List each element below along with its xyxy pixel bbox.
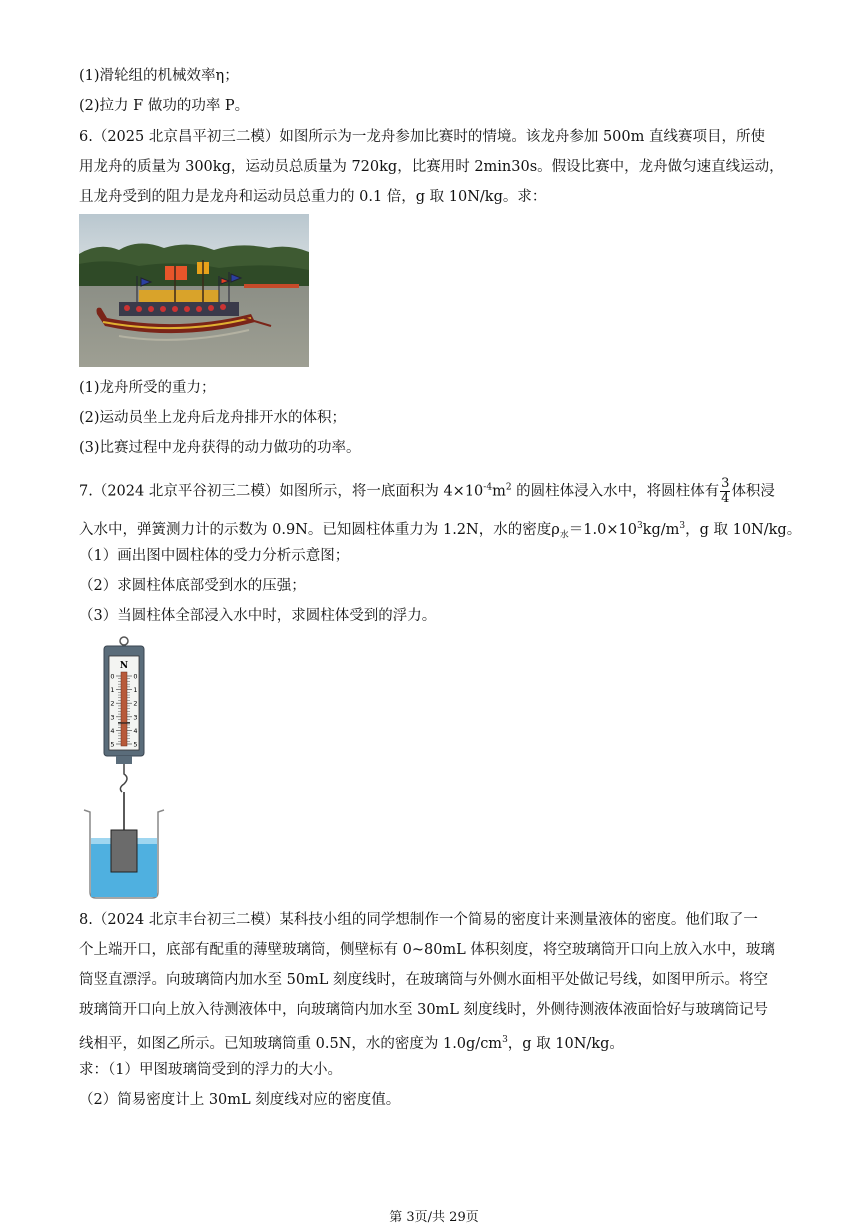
text-line: （3）当圆柱体全部浸入水中时，求圆柱体受到的浮力。: [79, 608, 437, 624]
tick-label: 4: [133, 726, 138, 735]
superscript: 3: [679, 521, 686, 531]
tick-label: 4: [110, 726, 115, 735]
tick-label: 1: [110, 686, 115, 695]
scale-bottom: [116, 756, 132, 764]
top-ring: [120, 637, 128, 645]
text-line: 个上端开口，底部有配重的薄壁玻璃筒，侧壁标有 0~80mL 体积刻度，将空玻璃筒开口向上放入水中，玻璃: [79, 942, 775, 958]
tick-label: 0: [133, 672, 138, 681]
text-span: ＝1.0×10: [568, 521, 637, 538]
tick-label: 3: [110, 713, 115, 722]
text-line: [79, 1030, 624, 1054]
text-line: 且龙舟受到的阻力是龙舟和运动员总重力的 0.1 倍，g 取 10N/kg。求：: [79, 189, 547, 205]
page-footer: 第 3页/共 29页: [389, 1210, 479, 1225]
tick-label: 3: [133, 713, 138, 722]
hook: [120, 764, 127, 792]
spring: [121, 672, 127, 746]
text-line: 玻璃筒开口向上放入待测液体中，向玻璃筒内加水至 30mL 刻度线时，外侧待测液体液面恰好与玻璃筒记号: [79, 1002, 769, 1018]
superscript: 3: [636, 521, 643, 531]
tick-label: 1: [133, 686, 138, 695]
superscript: 2: [505, 482, 512, 493]
text-line: (1)滑轮组的机械效率η；: [79, 68, 239, 84]
spring-scale-figure: [78, 634, 170, 900]
text-span: 体积浸: [731, 483, 775, 500]
text-line: 求：（1）甲图玻璃筒受到的浮力的大小。: [79, 1062, 342, 1078]
fraction-denominator: 4: [721, 491, 730, 506]
text-span: 7.（2024 北京平谷初三二模）如图所示，将一底面积为 4×10: [79, 483, 484, 500]
text-span: 线相平，如图乙所示。已知玻璃筒重 0.5N，水的密度为 1.0g/cm: [79, 1035, 503, 1052]
superscript: 3: [502, 1035, 508, 1045]
text-line: 筒竖直漂浮。向玻璃筒内加水至 50mL 刻度线时，在玻璃筒与外侧水面相平处做记号线，如图甲所示。将空: [79, 972, 769, 988]
text-line: (2)拉力 F 做功的功率 P。: [79, 98, 250, 114]
text-span: 入水中，弹簧测力计的示数为 0.9N。已知圆柱体重力为 1.2N，水的密度ρ: [79, 521, 560, 538]
text-span: kg/m: [642, 521, 680, 538]
tick-label: 2: [110, 699, 115, 708]
cylinder: [111, 830, 137, 872]
text-span: 的圆柱体浸入水中，将圆柱体有: [511, 483, 720, 500]
text-span: ，g 取 10N/kg。: [685, 521, 802, 538]
superscript: -4: [483, 482, 493, 493]
scale-unit-label: N: [119, 661, 129, 671]
tick-label: 0: [110, 672, 115, 681]
text-line: (1)龙舟所受的重力；: [79, 380, 216, 396]
text-line: (2)运动员坐上龙舟后龙舟排开水的体积；: [79, 410, 347, 426]
question-6-title: 6.（2025 北京昌平初三二模）如图所示为一龙舟参加比赛时的情境。该龙舟参加 500m 直线赛项目，所使: [79, 129, 765, 145]
question-7-title: [79, 477, 775, 506]
text-line: 用龙舟的质量为 300kg，运动员总质量为 720kg，比赛用时 2min30s。假设比赛中，龙舟做匀速直线运动，: [79, 159, 784, 175]
text-line: (3)比赛过程中龙舟获得的动力做功的功率。: [79, 440, 361, 456]
text-line: （1）画出图中圆柱体的受力分析示意图；: [79, 548, 350, 564]
tick-label: 5: [110, 740, 115, 749]
question-8-title: 8.（2024 北京丰台初三二模）某科技小组的同学想制作一个简易的密度计来测量液体的密度。他们取了一: [79, 912, 758, 928]
text-span: m: [492, 483, 506, 500]
dragon-boat-photo: [79, 214, 309, 367]
text-line: （2）简易密度计上 30mL 刻度线对应的密度值。: [79, 1092, 401, 1108]
subscript: 水: [559, 530, 569, 541]
fraction: [720, 477, 730, 506]
text-line: [79, 516, 801, 546]
text-line: （2）求圆柱体底部受到水的压强；: [79, 578, 306, 594]
fraction-numerator: 3: [721, 476, 730, 491]
tick-label: 5: [133, 740, 138, 749]
text-span: ，g 取 10N/kg。: [507, 1035, 624, 1052]
tick-label: 2: [133, 699, 138, 708]
